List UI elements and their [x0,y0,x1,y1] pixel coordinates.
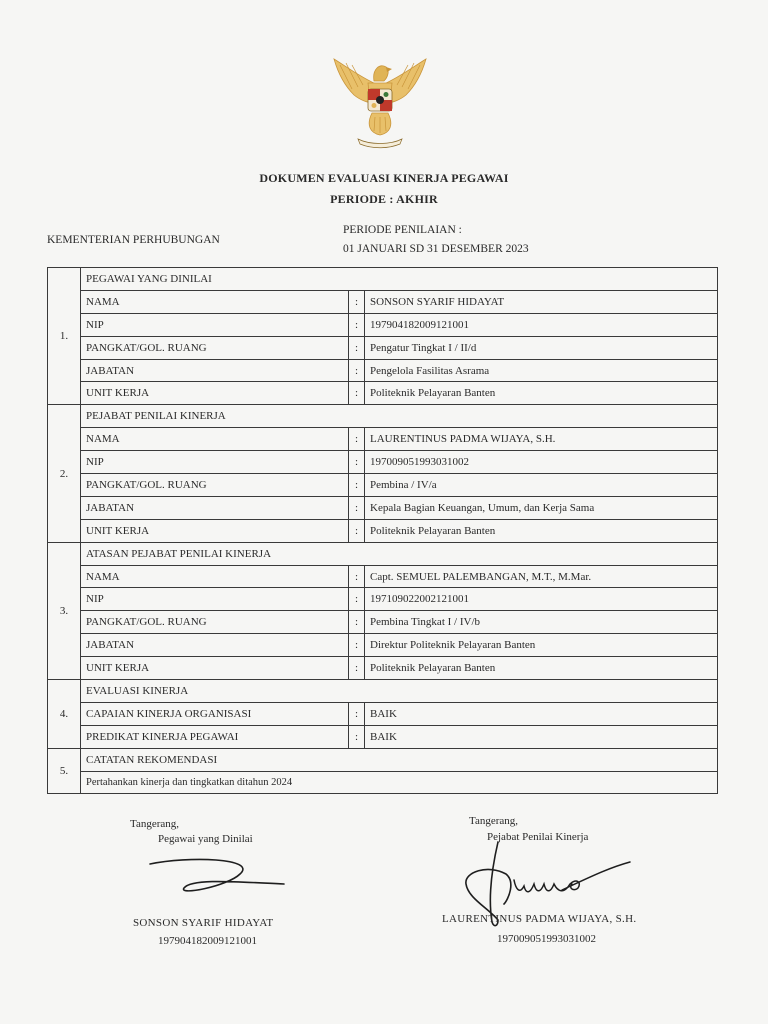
section-header [48,680,718,703]
colon-separator: : [349,428,365,451]
left-sign-city: Tangerang, [130,818,180,830]
field-value: Pembina Tingkat I / IV/b [365,611,718,634]
field-label: PANGKAT/GOL. RUANG [81,336,349,359]
section-number: 1. [48,268,81,405]
right-sign-city: Tangerang, [469,815,519,827]
right-sign-nip: 197009051993031002 [497,933,596,945]
section-heading: PEGAWAI YANG DINILAI [81,268,718,291]
colon-separator: : [349,313,365,336]
table-row [48,290,718,313]
field-label: NAMA [81,565,349,588]
section-header [48,748,718,771]
table-row [48,565,718,588]
section-heading: EVALUASI KINERJA [81,680,718,703]
evaluation-table [47,267,718,794]
colon-separator: : [349,634,365,657]
left-sign-name: SONSON SYARIF HIDAYAT [133,917,274,929]
field-label: PANGKAT/GOL. RUANG [81,611,349,634]
section-number: 2. [48,405,81,542]
period-label: PERIODE PENILAIAN : [343,224,462,236]
colon-separator: : [349,451,365,474]
field-value: LAURENTINUS PADMA WIJAYA, S.H. [365,428,718,451]
field-label: JABATAN [81,634,349,657]
colon-separator: : [349,611,365,634]
table-row [48,359,718,382]
field-label: UNIT KERJA [81,519,349,542]
table-row [48,702,718,725]
field-label: NIP [81,451,349,474]
field-value: Pengelola Fasilitas Asrama [365,359,718,382]
colon-separator: : [349,519,365,542]
table-row [48,451,718,474]
table-row [48,771,718,794]
field-value: Pengatur Tingkat I / II/d [365,336,718,359]
section-header [48,542,718,565]
field-value: 197904182009121001 [365,313,718,336]
field-value: Pembina / IV/a [365,474,718,497]
field-label: NIP [81,588,349,611]
colon-separator: : [349,725,365,748]
field-value: Politeknik Pelayaran Banten [365,382,718,405]
table-row [48,336,718,359]
table-row [48,519,718,542]
table-row [48,382,718,405]
table-row [48,313,718,336]
employee-signature-icon [148,852,288,902]
field-value: Politeknik Pelayaran Banten [365,519,718,542]
right-sign-name: LAURENTINUS PADMA WIJAYA, S.H. [442,913,637,925]
field-value: Politeknik Pelayaran Banten [365,657,718,680]
colon-separator: : [349,474,365,497]
colon-separator: : [349,336,365,359]
ministry-name: KEMENTERIAN PERHUBUNGAN [47,234,220,246]
field-label: UNIT KERJA [81,382,349,405]
field-value: Direktur Politeknik Pelayaran Banten [365,634,718,657]
field-value: Kepala Bagian Keuangan, Umum, dan Kerja Sama [365,496,718,519]
field-label: JABATAN [81,359,349,382]
colon-separator: : [349,657,365,680]
field-value: 197009051993031002 [365,451,718,474]
colon-separator: : [349,290,365,313]
table-row [48,496,718,519]
section-heading: ATASAN PEJABAT PENILAI KINERJA [81,542,718,565]
field-label: PREDIKAT KINERJA PEGAWAI [81,725,349,748]
table-row [48,474,718,497]
left-sign-nip: 197904182009121001 [158,935,257,947]
left-sign-role: Pegawai yang Dinilai [158,833,253,845]
colon-separator: : [349,702,365,725]
field-value: BAIK [365,702,718,725]
field-label: NAMA [81,428,349,451]
colon-separator: : [349,496,365,519]
section-header [48,405,718,428]
document-subtitle: PERIODE : AKHIR [330,192,438,206]
field-label: PANGKAT/GOL. RUANG [81,474,349,497]
colon-separator: : [349,588,365,611]
field-label: NAMA [81,290,349,313]
section-heading: PEJABAT PENILAI KINERJA [81,405,718,428]
period-value: 01 JANUARI SD 31 DESEMBER 2023 [343,243,529,255]
section-number: 4. [48,680,81,749]
field-value: Capt. SEMUEL PALEMBANGAN, M.T., M.Mar. [365,565,718,588]
section-number: 5. [48,748,81,794]
table-row [48,657,718,680]
table-row [48,725,718,748]
field-value: BAIK [365,725,718,748]
garuda-emblem-icon [330,55,430,153]
table-row [48,634,718,657]
section-heading: CATATAN REKOMENDASI [81,748,718,771]
recommendation-note: Pertahankan kinerja dan tingkatkan ditahun 2024 [81,771,718,794]
section-number: 3. [48,542,81,679]
document-title: DOKUMEN EVALUASI KINERJA PEGAWAI [259,171,509,185]
field-value: SONSON SYARIF HIDAYAT [365,290,718,313]
section-header [48,268,718,291]
colon-separator: : [349,565,365,588]
table-row [48,611,718,634]
right-sign-role: Pejabat Penilai Kinerja [487,831,589,843]
colon-separator: : [349,382,365,405]
field-label: UNIT KERJA [81,657,349,680]
table-row [48,428,718,451]
field-label: JABATAN [81,496,349,519]
field-label: CAPAIAN KINERJA ORGANISASI [81,702,349,725]
colon-separator: : [349,359,365,382]
field-value: 197109022002121001 [365,588,718,611]
field-label: NIP [81,313,349,336]
table-row [48,588,718,611]
